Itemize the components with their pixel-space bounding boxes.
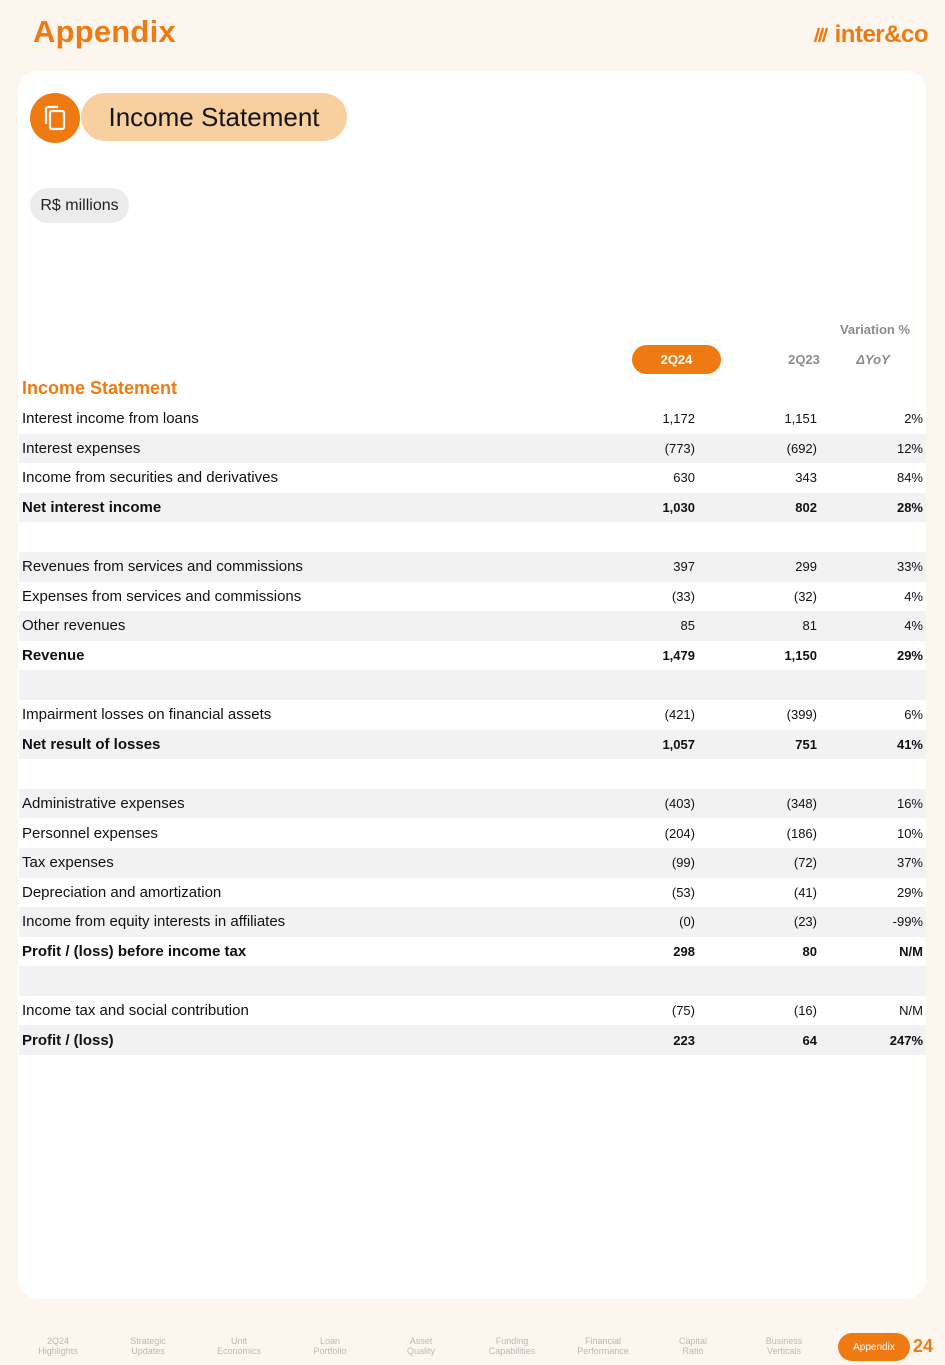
nav-item-line: Performance	[577, 1346, 629, 1356]
table-row	[19, 878, 926, 908]
table-row	[19, 434, 926, 464]
value-2q23: (186)	[786, 825, 817, 841]
table-row	[19, 552, 926, 582]
row-label: Other revenues	[22, 617, 126, 635]
table-row	[19, 463, 926, 493]
value-2q24: 223	[673, 1032, 695, 1048]
row-label: Personnel expenses	[22, 824, 158, 842]
value-2q23: 81	[802, 618, 817, 634]
value-2q24: (773)	[664, 440, 695, 456]
value-2q23: (399)	[786, 707, 817, 723]
table-row	[19, 641, 926, 671]
value-2q23: (692)	[786, 440, 817, 456]
value-yoy: 84%	[896, 470, 923, 486]
variation-group-header: Variation %	[839, 322, 911, 337]
nav-item-appendix[interactable]: Appendix	[838, 1333, 910, 1361]
nav-item-line: Business	[765, 1336, 803, 1346]
nav-item-line: Quality	[406, 1346, 435, 1356]
table-row	[19, 1025, 926, 1055]
value-yoy: 6%	[904, 707, 923, 723]
value-2q23: (41)	[793, 884, 817, 900]
value-yoy: 37%	[896, 855, 923, 871]
value-yoy: 4%	[904, 588, 923, 604]
unit-badge: R$ millions	[30, 188, 129, 223]
table-row	[19, 493, 926, 523]
nav-item-line: Highlights	[38, 1346, 78, 1356]
value-yoy: N/M	[899, 943, 923, 959]
value-2q24: 630	[673, 470, 695, 486]
logo-stripes-icon	[813, 26, 831, 44]
value-2q23: 343	[795, 470, 817, 486]
table-spacer-row	[19, 966, 926, 996]
nav-item[interactable]	[744, 1336, 824, 1356]
row-label: Income from securities and derivatives	[22, 469, 278, 487]
value-2q23: 64	[802, 1032, 817, 1048]
inter-co-logo	[813, 22, 928, 48]
table-spacer-row	[19, 522, 926, 552]
row-label: Tax expenses	[22, 854, 114, 872]
table-title: Income Statement	[22, 378, 178, 398]
value-2q23: (32)	[793, 588, 817, 604]
section-title: Income Statement	[81, 93, 347, 141]
row-label: Administrative expenses	[22, 795, 185, 813]
value-2q24: 1,057	[662, 736, 695, 752]
nav-item-line: 2Q24	[46, 1336, 70, 1346]
table-row	[19, 789, 926, 819]
page-title: Appendix	[33, 14, 176, 49]
table-row	[19, 848, 926, 878]
table-row	[19, 996, 926, 1026]
value-2q23: 1,150	[784, 648, 817, 664]
nav-item-line: Verticals	[766, 1346, 801, 1356]
nav-item[interactable]	[472, 1336, 552, 1356]
nav-item[interactable]	[18, 1336, 98, 1356]
row-label: Income from equity interests in affiliates	[22, 913, 286, 931]
nav-item-line: Portfolio	[313, 1346, 347, 1356]
value-2q24: (33)	[671, 588, 695, 604]
value-2q23: 1,151	[784, 411, 817, 427]
nav-item-line: Loan	[319, 1336, 341, 1346]
value-2q24: 1,172	[662, 411, 695, 427]
row-label: Income tax and social contribution	[22, 1002, 249, 1020]
value-yoy: 29%	[896, 884, 923, 900]
column-header-current: 2Q24	[632, 345, 721, 374]
value-2q23: (23)	[793, 914, 817, 930]
row-label: Impairment losses on financial assets	[22, 706, 272, 724]
nav-item[interactable]	[381, 1336, 461, 1356]
bottom-navigation	[0, 1330, 945, 1362]
row-label: Depreciation and amortization	[22, 883, 222, 901]
value-2q23: (16)	[793, 1003, 817, 1019]
column-header-prior: 2Q23	[788, 352, 820, 367]
copy-icon	[30, 93, 80, 143]
value-yoy: 33%	[896, 559, 923, 575]
value-2q24: (403)	[664, 796, 695, 812]
value-2q24: (99)	[671, 855, 695, 871]
nav-item[interactable]	[290, 1336, 370, 1356]
value-2q23: (348)	[786, 796, 817, 812]
column-header-yoy: ΔYoY	[856, 352, 890, 367]
value-2q23: 80	[802, 943, 817, 959]
value-2q24: 85	[680, 618, 695, 634]
table-row	[19, 611, 926, 641]
nav-item-line: Economics	[216, 1346, 261, 1356]
value-2q24: (53)	[671, 884, 695, 900]
nav-item[interactable]	[108, 1336, 188, 1356]
row-label: Revenue	[22, 647, 85, 665]
value-2q24: 397	[673, 559, 695, 575]
row-label: Interest income from loans	[22, 410, 199, 428]
row-label: Profit / (loss)	[22, 1031, 114, 1049]
value-yoy: 12%	[896, 440, 923, 456]
row-label: Profit / (loss) before income tax	[22, 942, 247, 960]
nav-item-line: Ratio	[682, 1346, 704, 1356]
table-row	[19, 404, 926, 434]
value-2q24: 1,030	[662, 500, 695, 516]
nav-item-line: Unit	[230, 1336, 247, 1346]
value-2q24: (421)	[664, 707, 695, 723]
row-label: Expenses from services and commissions	[22, 587, 302, 605]
table-spacer-row	[19, 759, 926, 789]
table-row	[19, 730, 926, 760]
value-yoy: 29%	[896, 648, 923, 664]
row-label: Net interest income	[22, 499, 162, 517]
table-row	[19, 907, 926, 937]
nav-item-line: Funding	[495, 1336, 529, 1346]
nav-item-line: Asset	[409, 1336, 433, 1346]
table-spacer-row	[19, 670, 926, 700]
row-label: Revenues from services and commissions	[22, 558, 303, 576]
nav-item[interactable]	[653, 1336, 733, 1356]
page-number: 24	[913, 1336, 934, 1356]
value-2q23: 802	[795, 500, 817, 516]
nav-item-line: Capital	[678, 1336, 707, 1346]
nav-item[interactable]	[563, 1336, 643, 1356]
table-row	[19, 818, 926, 848]
value-2q23: (72)	[793, 855, 817, 871]
nav-item-line: Financial	[584, 1336, 622, 1346]
value-2q24: (75)	[671, 1003, 695, 1019]
table-row	[19, 582, 926, 612]
row-label: Interest expenses	[22, 439, 141, 457]
row-label: Net result of losses	[22, 735, 161, 753]
income-statement-table	[19, 404, 926, 1055]
nav-item-line: Strategic	[130, 1336, 166, 1346]
table-row	[19, 937, 926, 967]
nav-item[interactable]	[199, 1336, 279, 1356]
table-row	[19, 700, 926, 730]
value-yoy: 16%	[896, 796, 923, 812]
value-yoy: 4%	[904, 618, 923, 634]
value-yoy: 10%	[896, 825, 923, 841]
value-yoy: 2%	[904, 411, 923, 427]
value-2q23: 299	[795, 559, 817, 575]
value-yoy: 41%	[896, 736, 923, 752]
nav-item-line: Capabilities	[488, 1346, 536, 1356]
logo-text: inter&co	[834, 21, 928, 48]
value-yoy: -99%	[892, 914, 923, 930]
value-2q23: 751	[795, 736, 817, 752]
value-yoy: 247%	[889, 1032, 923, 1048]
value-2q24: 1,479	[662, 648, 695, 664]
value-2q24: (0)	[679, 914, 695, 930]
nav-item-line: Updates	[131, 1346, 165, 1356]
value-yoy: N/M	[899, 1003, 923, 1019]
value-yoy: 28%	[896, 500, 923, 516]
value-2q24: 298	[673, 943, 695, 959]
value-2q24: (204)	[664, 825, 695, 841]
